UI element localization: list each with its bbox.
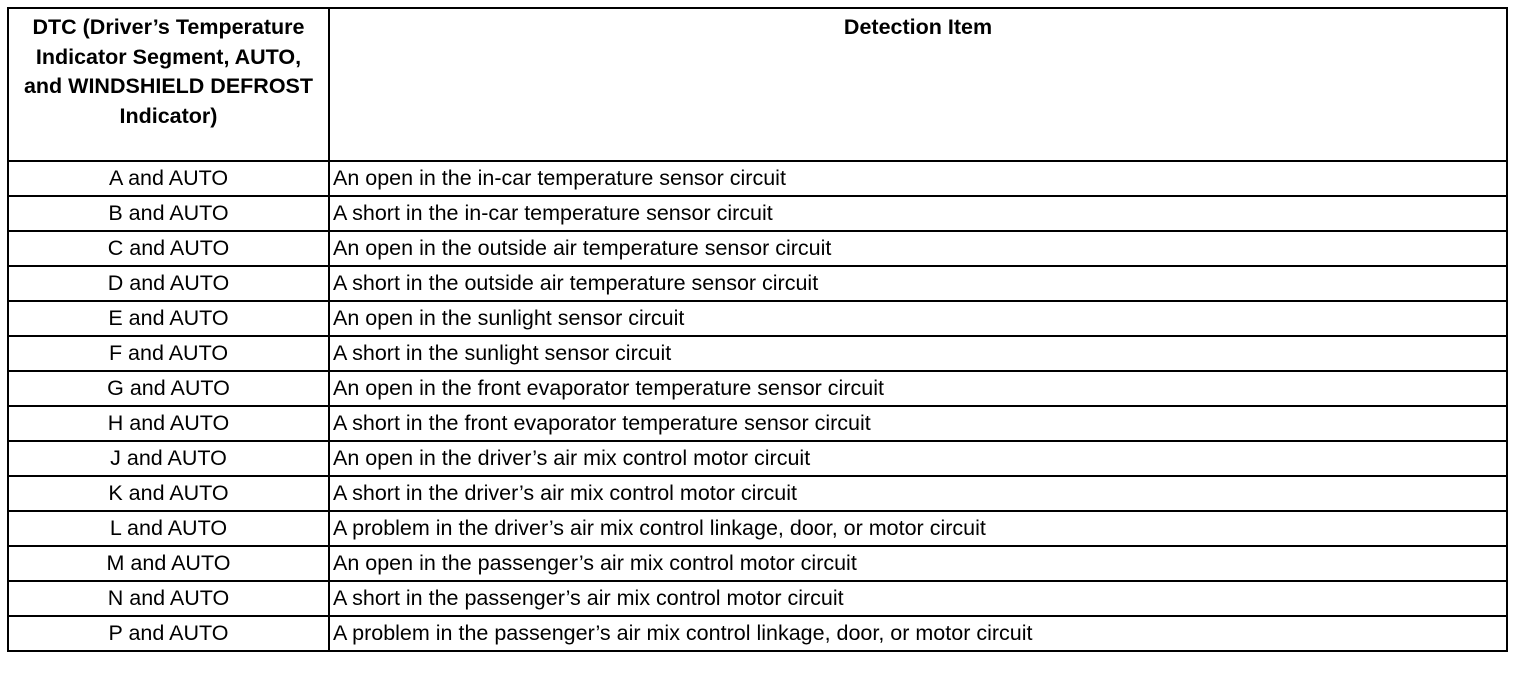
detection-item-column-header: Detection Item xyxy=(329,8,1507,161)
dtc-cell: F and AUTO xyxy=(8,336,329,371)
dtc-cell: L and AUTO xyxy=(8,511,329,546)
detection-item-cell: A short in the driver’s air mix control motor circuit xyxy=(329,476,1507,511)
dtc-cell: H and AUTO xyxy=(8,406,329,441)
dtc-cell: K and AUTO xyxy=(8,476,329,511)
table-row xyxy=(8,406,1507,441)
dtc-cell: N and AUTO xyxy=(8,581,329,616)
detection-item-cell: A short in the front evaporator temperature sensor circuit xyxy=(329,406,1507,441)
detection-item-cell: An open in the sunlight sensor circuit xyxy=(329,301,1507,336)
table-row xyxy=(8,546,1507,581)
table-row xyxy=(8,231,1507,266)
table-header-row xyxy=(8,8,1507,161)
detection-item-cell: An open in the outside air temperature sensor circuit xyxy=(329,231,1507,266)
dtc-column-header: DTC (Driver’s Temperature Indicator Segment, AUTO, and WINDSHIELD DEFROST Indicator) xyxy=(8,8,329,161)
dtc-cell: M and AUTO xyxy=(8,546,329,581)
detection-item-cell: An open in the front evaporator temperature sensor circuit xyxy=(329,371,1507,406)
dtc-cell: D and AUTO xyxy=(8,266,329,301)
dtc-cell: J and AUTO xyxy=(8,441,329,476)
dtc-table xyxy=(7,7,1508,652)
dtc-cell: C and AUTO xyxy=(8,231,329,266)
table-row xyxy=(8,511,1507,546)
detection-item-cell: A problem in the driver’s air mix control linkage, door, or motor circuit xyxy=(329,511,1507,546)
detection-item-cell: A short in the in-car temperature sensor circuit xyxy=(329,196,1507,231)
detection-item-cell: A short in the outside air temperature sensor circuit xyxy=(329,266,1507,301)
table-row xyxy=(8,196,1507,231)
table-row xyxy=(8,301,1507,336)
detection-item-cell: A problem in the passenger’s air mix control linkage, door, or motor circuit xyxy=(329,616,1507,651)
table-row xyxy=(8,336,1507,371)
table-row xyxy=(8,371,1507,406)
table-row xyxy=(8,581,1507,616)
detection-item-cell: A short in the passenger’s air mix control motor circuit xyxy=(329,581,1507,616)
table-row xyxy=(8,616,1507,651)
table-row xyxy=(8,441,1507,476)
table-body xyxy=(8,161,1507,651)
table-row xyxy=(8,476,1507,511)
dtc-cell: B and AUTO xyxy=(8,196,329,231)
table-row xyxy=(8,161,1507,196)
dtc-cell: P and AUTO xyxy=(8,616,329,651)
dtc-table-container xyxy=(7,7,1508,652)
detection-item-cell: A short in the sunlight sensor circuit xyxy=(329,336,1507,371)
detection-item-cell: An open in the in-car temperature sensor circuit xyxy=(329,161,1507,196)
detection-item-cell: An open in the passenger’s air mix control motor circuit xyxy=(329,546,1507,581)
table-row xyxy=(8,266,1507,301)
dtc-cell: A and AUTO xyxy=(8,161,329,196)
dtc-cell: E and AUTO xyxy=(8,301,329,336)
dtc-cell: G and AUTO xyxy=(8,371,329,406)
detection-item-cell: An open in the driver’s air mix control motor circuit xyxy=(329,441,1507,476)
